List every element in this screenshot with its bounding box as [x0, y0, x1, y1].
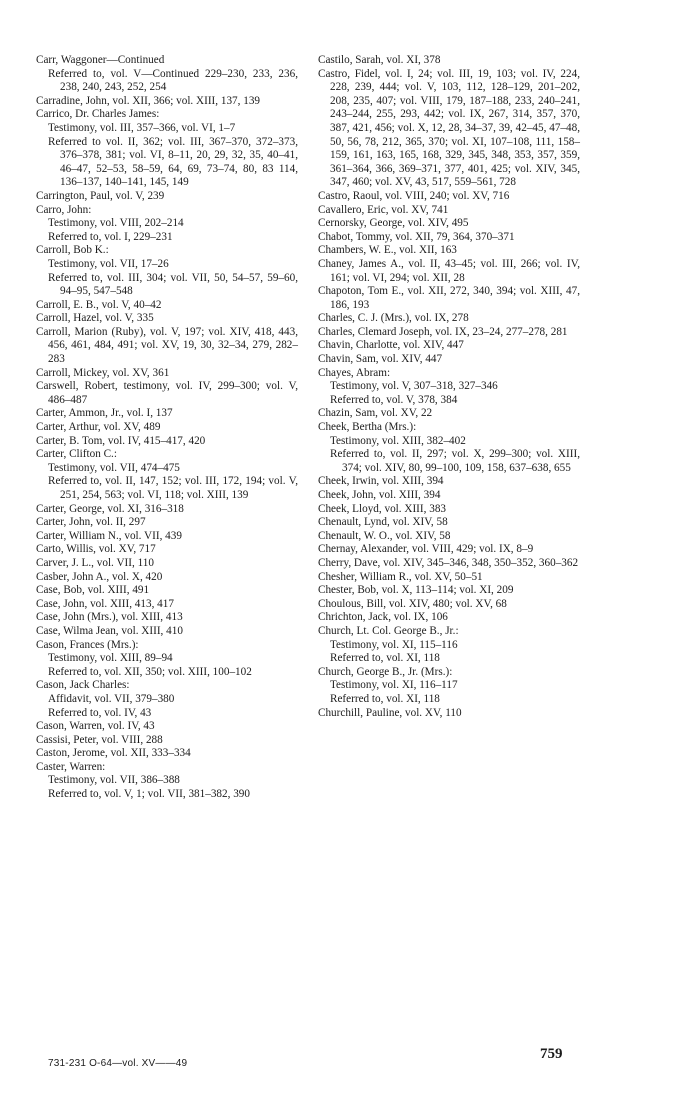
- index-entry: Chaney, James A., vol. II, 43–45; vol. III, 266; vol. IV, 161; vol. VI, 294; vol. XII, 28: [318, 257, 580, 284]
- index-entry: Carr, Waggoner—Continued: [36, 54, 165, 66]
- index-subentry: Referred to, vol. XI, 118: [330, 692, 440, 705]
- index-entry: Carro, John:: [36, 203, 92, 216]
- index-entry: Casber, John A., vol. X, 420: [36, 570, 163, 583]
- index-entry: Carroll, E. B., vol. V, 40–42: [36, 298, 162, 311]
- index-subentry: Referred to, vol. II, 147, 152; vol. III, 172, 194; vol. V, 251, 254, 563; vol. VI, 118; vol. XIII, 139: [48, 475, 298, 501]
- index-entry: Cason, Jack Charles:: [36, 679, 130, 692]
- index-entry: Carswell, Robert, testimony, vol. IV, 299–300; vol. V, 486–487: [36, 380, 298, 406]
- index-entry: Chernay, Alexander, vol. VIII, 429; vol. IX, 8–9: [318, 543, 534, 556]
- index-entry: Castro, Raoul, vol. VIII, 240; vol. XV, 716: [318, 189, 510, 202]
- index-entry: Chabot, Tommy, vol. XII, 79, 364, 370–371: [318, 230, 515, 243]
- index-entry: Carter, William N., vol. VII, 439: [36, 529, 182, 542]
- index-entry: Churchill, Pauline, vol. XV, 110: [318, 706, 462, 719]
- index-entry: Carver, J. L., vol. VII, 110: [36, 556, 154, 569]
- index-subentry: Testimony, vol. XIII, 382–402: [330, 434, 466, 447]
- index-subentry: Testimony, vol. VII, 474–475: [48, 461, 180, 474]
- index-entry: Case, Bob, vol. XIII, 491: [36, 584, 150, 597]
- index-entry: Cheek, John, vol. XIII, 394: [318, 489, 441, 501]
- index-entry: Chavin, Charlotte, vol. XIV, 447: [318, 339, 464, 352]
- index-entry: Carroll, Marion (Ruby), vol. V, 197; vol. XIV, 418, 443, 456, 461, 484, 491; vol. XV, 19, 30, 32–34, 279, 282–283: [36, 325, 298, 366]
- index-subentry: Testimony, vol. VII, 17–26: [48, 257, 169, 270]
- index-entry: Carrington, Paul, vol. V, 239: [36, 189, 165, 202]
- index-entry: Choulous, Bill, vol. XIV, 480; vol. XV, 68: [318, 597, 507, 610]
- index-entry: Carter, Arthur, vol. XV, 489: [36, 421, 161, 434]
- index-entry: Charles, Clemard Joseph, vol. IX, 23–24, 277–278, 281: [318, 325, 568, 338]
- index-subentry: Referred to, vol. V, 378, 384: [330, 393, 458, 406]
- index-entry: Cason, Warren, vol. IV, 43: [36, 720, 155, 733]
- index-entry: Carter, George, vol. XI, 316–318: [36, 502, 184, 515]
- index-subentry: Referred to, vol. IV, 43: [48, 706, 152, 719]
- index-subentry: Referred to, vol. V—Continued 229–230, 233, 236, 238, 240, 243, 252, 254: [48, 67, 298, 94]
- index-entry: Castro, Fidel, vol. I, 24; vol. III, 19, 103; vol. IV, 224, 228, 239, 444; vol. V, 103, 112, 128–129, 201–202, 208, 235, 407; vol. VIII, 179, 187–188, 233, 240–241, 243–244, 255, 293, 442; vol. IX, 267, 314, 357, 370, 387, 421, 456; vol. X, 12, 28, 34–37, 39, 42–45, 47–48, 50, 56, 78, 212, 365, 370; vol. XI, 107–108, 111, 158–159, 161, 163, 165, 168, 329, 345, 348, 353, 357, 359, 361–364, 366, 369–371, 377, 401, 425; vol. XIV, 345, 347, 460; vol. XV, 43, 517, 559–561, 728: [318, 67, 580, 189]
- index-entry: Caster, Warren:: [36, 760, 106, 773]
- index-entry: Chavin, Sam, vol. XIV, 447: [318, 353, 443, 366]
- index-entry: Carter, John, vol. II, 297: [36, 516, 146, 529]
- index-entry: Cheek, Lloyd, vol. XIII, 383: [318, 502, 447, 515]
- index-entry: Case, John, vol. XIII, 413, 417: [36, 597, 174, 610]
- index-entry: Chayes, Abram:: [318, 366, 391, 379]
- index-column-right: [318, 54, 580, 720]
- index-subentry: Testimony, vol. III, 357–366, vol. VI, 1–7: [48, 121, 236, 134]
- index-entry: Cason, Frances (Mrs.):: [36, 638, 139, 651]
- index-entry: Chenault, Lynd, vol. XIV, 58: [318, 516, 448, 529]
- index-entry: Charles, C. J. (Mrs.), vol. IX, 278: [318, 312, 469, 325]
- index-entry: Carroll, Bob K.:: [36, 244, 109, 257]
- index-entry: Church, George B., Jr. (Mrs.):: [318, 665, 453, 678]
- index-entry: Chapoton, Tom E., vol. XII, 272, 340, 394; vol. XIII, 47, 186, 193: [318, 285, 580, 311]
- index-entry: Castilo, Sarah, vol. XI, 378: [318, 54, 441, 66]
- index-entry: Carradine, John, vol. XII, 366; vol. XIII, 137, 139: [36, 94, 261, 107]
- index-subentry: Affidavit, vol. VII, 379–380: [48, 692, 175, 705]
- index-entry: Caston, Jerome, vol. XII, 333–334: [36, 747, 191, 760]
- index-entry: Cernorsky, George, vol. XIV, 495: [318, 217, 469, 230]
- index-subentry: Testimony, vol. VIII, 202–214: [48, 217, 184, 230]
- index-entry: Carroll, Mickey, vol. XV, 361: [36, 366, 170, 379]
- index-subentry: Testimony, vol. XIII, 89–94: [48, 652, 173, 665]
- index-subentry: Referred to, vol. XI, 118: [330, 652, 440, 665]
- index-entry: Case, Wilma Jean, vol. XIII, 410: [36, 624, 183, 637]
- index-entry: Cavallero, Eric, vol. XV, 741: [318, 203, 449, 216]
- index-entry: Carter, B. Tom, vol. IV, 415–417, 420: [36, 434, 206, 447]
- index-entry: Chenault, W. O., vol. XIV, 58: [318, 529, 451, 542]
- index-entry: Carto, Willis, vol. XV, 717: [36, 543, 156, 556]
- index-entry: Chazin, Sam, vol. XV, 22: [318, 407, 433, 420]
- index-entry: Chrichton, Jack, vol. IX, 106: [318, 611, 448, 624]
- index-subentry: Referred to vol. II, 362; vol. III, 367–370, 372–373, 376–378, 381; vol. VI, 8–11, 20, 29, 32, 35, 40–41, 46–47, 52–53, 58–59, 64, 69, 73–74, 80, 83 114, 136–137, 140–141, 145, 149: [48, 135, 298, 189]
- index-subentry: Testimony, vol. VII, 386–388: [48, 774, 180, 787]
- index-subentry: Referred to, vol. XII, 350; vol. XIII, 100–102: [48, 665, 252, 678]
- index-entry: Carrico, Dr. Charles James:: [36, 108, 160, 121]
- index-entry: Cheek, Bertha (Mrs.):: [318, 421, 417, 434]
- index-entry: Chesher, William R., vol. XV, 50–51: [318, 570, 483, 583]
- index-subentry: Testimony, vol. V, 307–318, 327–346: [330, 380, 498, 393]
- index-entry: Cassisi, Peter, vol. VIII, 288: [36, 733, 163, 746]
- index-entry: Carter, Ammon, Jr., vol. I, 137: [36, 407, 173, 420]
- index-column-left: [36, 54, 298, 802]
- index-subentry: Testimony, vol. XI, 115–116: [330, 638, 458, 651]
- index-subentry: Referred to, vol. V, 1; vol. VII, 381–382, 390: [48, 788, 250, 801]
- index-entry: Church, Lt. Col. George B., Jr.:: [318, 624, 459, 637]
- index-subentry: Testimony, vol. XI, 116–117: [330, 679, 458, 692]
- index-entry: Case, John (Mrs.), vol. XIII, 413: [36, 611, 183, 624]
- print-job-code: 731-231 O-64—vol. XV——49: [48, 1058, 188, 1069]
- index-subentry: Referred to, vol. I, 229–231: [48, 230, 173, 243]
- index-entry: Chambers, W. E., vol. XII, 163: [318, 244, 457, 257]
- index-entry: Carroll, Hazel, vol. V, 335: [36, 312, 154, 325]
- index-entry: Cheek, Irwin, vol. XIII, 394: [318, 475, 444, 488]
- index-entry: Carter, Clifton C.:: [36, 448, 117, 461]
- index-entry: Cherry, Dave, vol. XIV, 345–346, 348, 350–352, 360–362: [318, 556, 579, 569]
- index-entry: Chester, Bob, vol. X, 113–114; vol. XI, 209: [318, 584, 514, 597]
- page-number: 759: [540, 1046, 563, 1062]
- index-subentry: Referred to, vol. II, 297; vol. X, 299–300; vol. XIII, 374; vol. XIV, 80, 99–100, 109, 158, 637–638, 655: [330, 448, 580, 474]
- index-subentry: Referred to, vol. III, 304; vol. VII, 50, 54–57, 59–60, 94–95, 547–548: [48, 271, 298, 298]
